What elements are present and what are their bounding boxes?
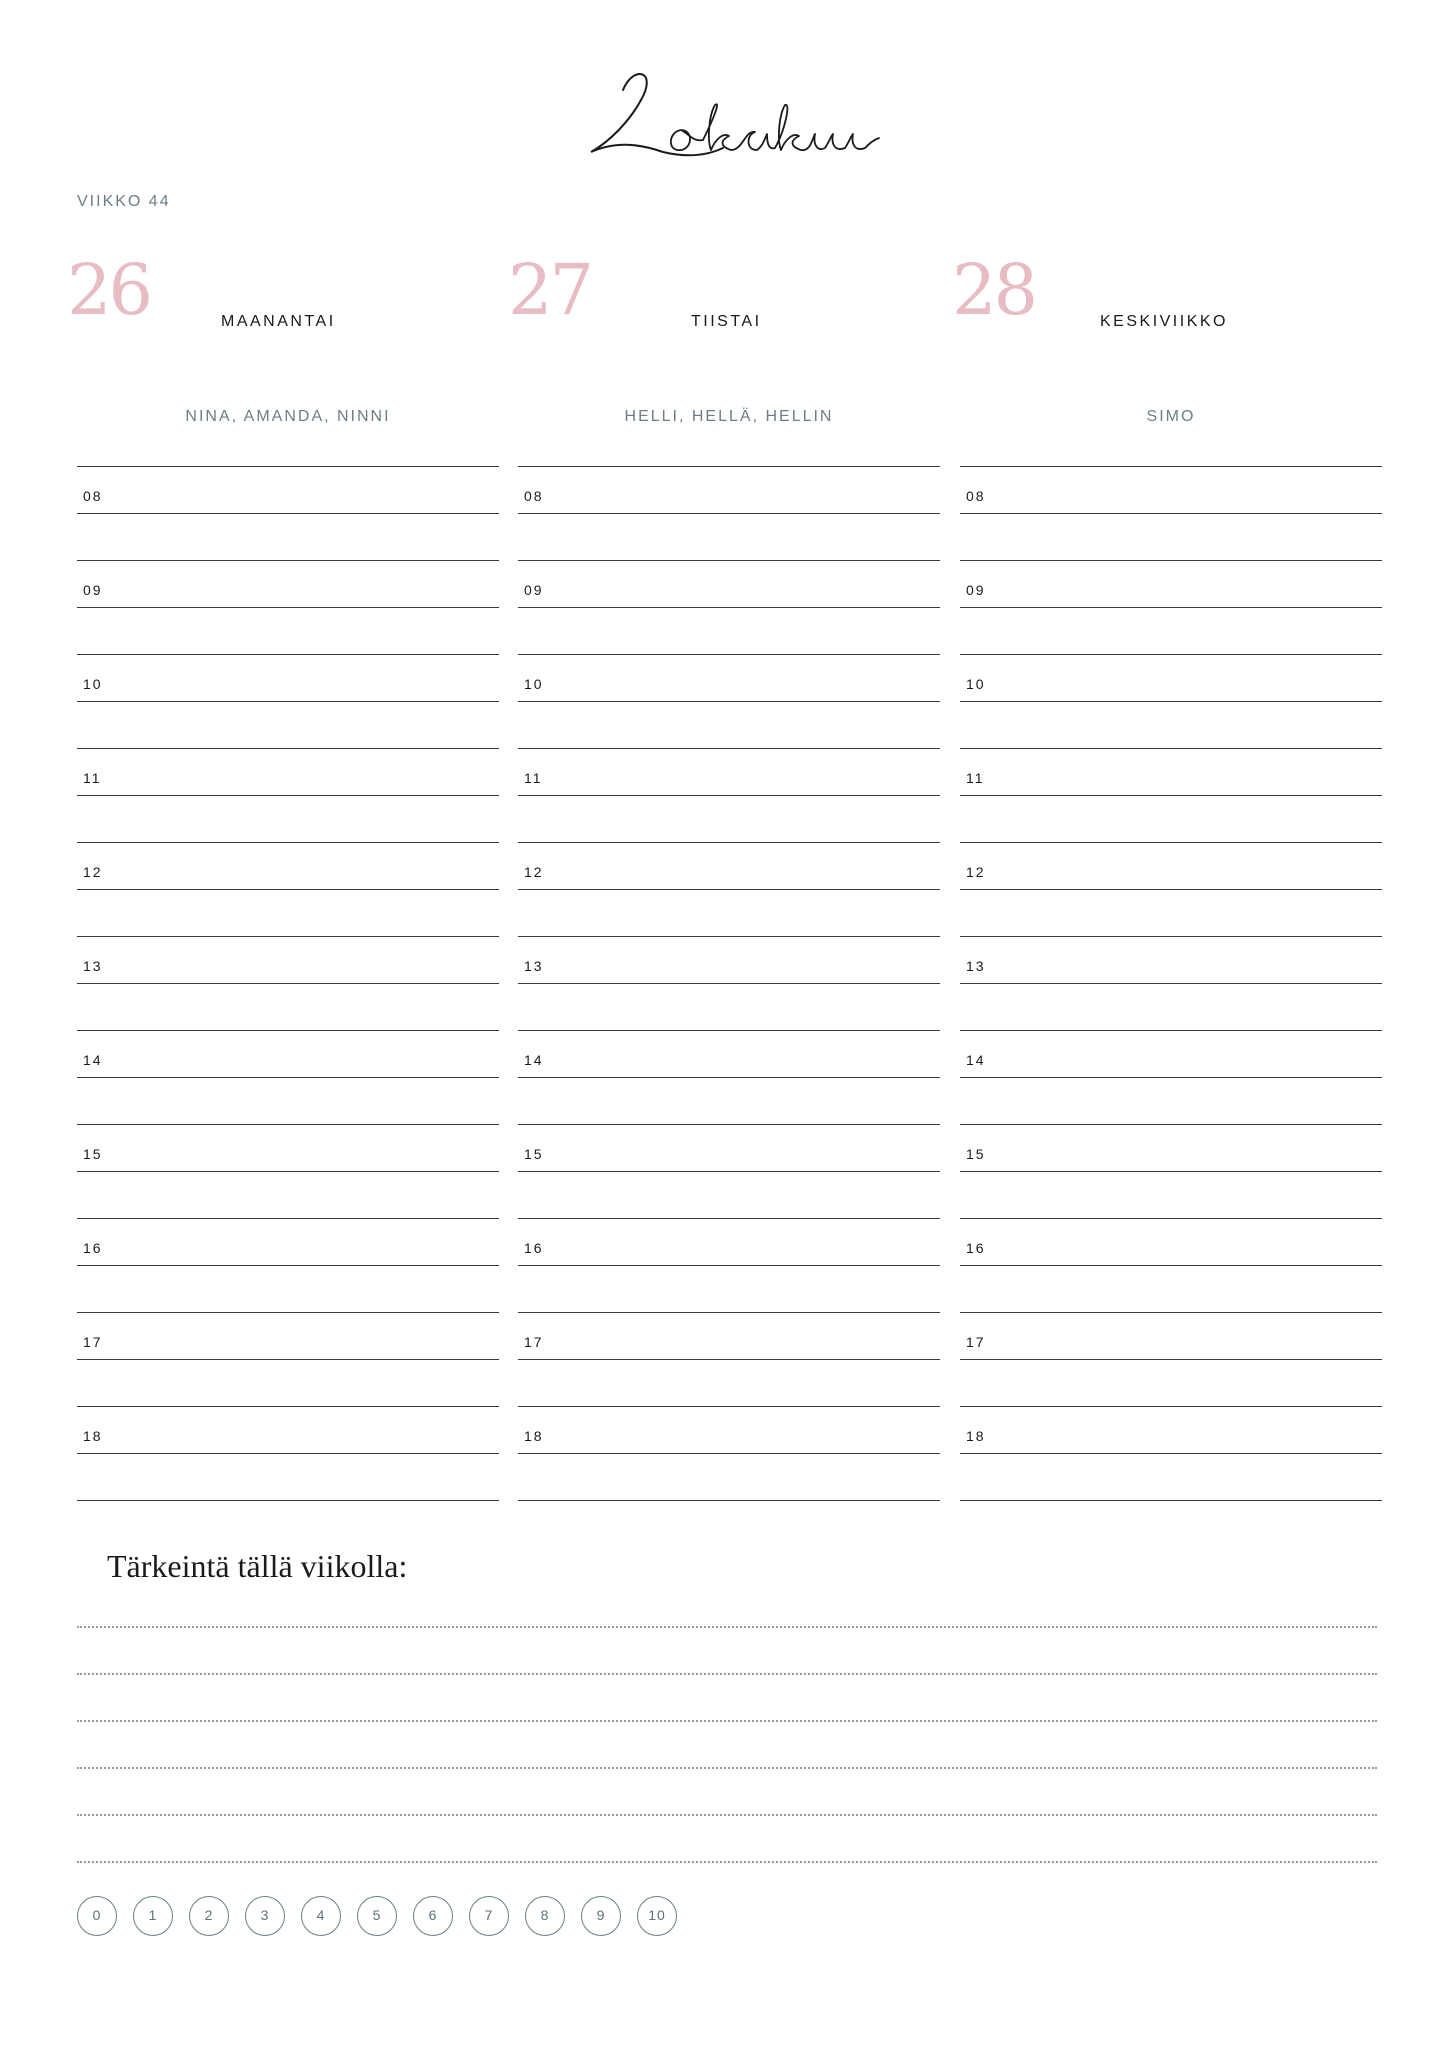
schedule-line[interactable]: [960, 795, 1382, 796]
name-days: SIMO: [1146, 408, 1196, 425]
hour-label: 18: [966, 1428, 986, 1444]
schedule-line[interactable]: [518, 1359, 940, 1360]
hour-label: 14: [966, 1052, 986, 1068]
schedule-line[interactable]: [960, 1124, 1382, 1125]
hour-label: 15: [524, 1146, 544, 1162]
schedule-line[interactable]: [77, 560, 499, 561]
rating-circle[interactable]: 9: [581, 1896, 621, 1936]
day-column-wednesday: [952, 0, 1382, 1500]
day-number: 27: [508, 249, 592, 331]
schedule-line[interactable]: [518, 1124, 940, 1125]
hour-label: 15: [83, 1146, 103, 1162]
schedule-line[interactable]: [77, 983, 499, 984]
schedule-line[interactable]: [518, 1406, 940, 1407]
hour-label: 11: [83, 770, 102, 786]
schedule-line[interactable]: [77, 1124, 499, 1125]
schedule-line[interactable]: [77, 607, 499, 608]
schedule-line[interactable]: [77, 889, 499, 890]
schedule-line[interactable]: [518, 1171, 940, 1172]
schedule-line[interactable]: [77, 1077, 499, 1078]
schedule-line[interactable]: [77, 748, 499, 749]
schedule-line[interactable]: [960, 983, 1382, 984]
schedule-line[interactable]: [77, 466, 499, 467]
schedule-line[interactable]: [960, 1359, 1382, 1360]
schedule-line[interactable]: [77, 936, 499, 937]
week-label: VIIKKO 44: [77, 193, 171, 210]
rating-circle[interactable]: 4: [301, 1896, 341, 1936]
schedule-line[interactable]: [518, 654, 940, 655]
hour-label: 10: [966, 676, 986, 692]
schedule-line[interactable]: [77, 1500, 499, 1501]
schedule-line[interactable]: [518, 701, 940, 702]
rating-circle[interactable]: 2: [189, 1896, 229, 1936]
rating-circle[interactable]: 6: [413, 1896, 453, 1936]
schedule-line[interactable]: [518, 748, 940, 749]
hour-label: 16: [83, 1240, 103, 1256]
schedule-line[interactable]: [77, 795, 499, 796]
schedule-line[interactable]: [518, 1500, 940, 1501]
schedule-line[interactable]: [960, 936, 1382, 937]
schedule-line[interactable]: [960, 889, 1382, 890]
hour-label: 17: [966, 1334, 986, 1350]
schedule-line[interactable]: [518, 560, 940, 561]
hour-label: 13: [83, 958, 103, 974]
schedule-line[interactable]: [77, 1359, 499, 1360]
schedule-line[interactable]: [77, 842, 499, 843]
name-days: NINA, AMANDA, NINNI: [185, 408, 391, 425]
hour-label: 14: [524, 1052, 544, 1068]
hour-label: 09: [83, 582, 103, 598]
hour-label: 16: [524, 1240, 544, 1256]
schedule-line[interactable]: [77, 1030, 499, 1031]
schedule-line[interactable]: [77, 1453, 499, 1454]
hour-label: 18: [83, 1428, 103, 1444]
rating-circle[interactable]: 7: [469, 1896, 509, 1936]
hour-label: 09: [966, 582, 986, 598]
day-name: MAANANTAI: [221, 313, 336, 330]
hour-label: 08: [966, 488, 986, 504]
day-number: 26: [67, 249, 151, 331]
rating-circle[interactable]: 8: [525, 1896, 565, 1936]
schedule-line[interactable]: [77, 1265, 499, 1266]
schedule-line[interactable]: [77, 1406, 499, 1407]
priority-line[interactable]: [77, 1767, 1377, 1769]
hour-label: 17: [83, 1334, 103, 1350]
schedule-line[interactable]: [518, 1077, 940, 1078]
day-column-monday: [67, 0, 499, 1500]
priority-line[interactable]: [77, 1673, 1377, 1675]
schedule-line[interactable]: [518, 1265, 940, 1266]
schedule-line[interactable]: [518, 795, 940, 796]
day-column-tuesday: [508, 0, 940, 1500]
schedule-line[interactable]: [960, 1312, 1382, 1313]
hour-label: 13: [524, 958, 544, 974]
schedule-line[interactable]: [960, 607, 1382, 608]
priority-line[interactable]: [77, 1814, 1377, 1816]
schedule-line[interactable]: [518, 1453, 940, 1454]
schedule-line[interactable]: [960, 1171, 1382, 1172]
hour-label: 12: [83, 864, 103, 880]
schedule-line[interactable]: [960, 560, 1382, 561]
day-name: TIISTAI: [691, 313, 762, 330]
rating-circle[interactable]: 3: [245, 1896, 285, 1936]
schedule-line[interactable]: [518, 513, 940, 514]
hour-label: 13: [966, 958, 986, 974]
schedule-line[interactable]: [518, 842, 940, 843]
schedule-line[interactable]: [960, 654, 1382, 655]
priority-line[interactable]: [77, 1626, 1377, 1628]
rating-circle[interactable]: 10: [637, 1896, 677, 1936]
schedule-line[interactable]: [960, 1265, 1382, 1266]
schedule-line[interactable]: [960, 1500, 1382, 1501]
schedule-line[interactable]: [77, 701, 499, 702]
hour-label: 15: [966, 1146, 986, 1162]
schedule-line[interactable]: [77, 1312, 499, 1313]
rating-circle[interactable]: 5: [357, 1896, 397, 1936]
schedule-line[interactable]: [960, 701, 1382, 702]
day-number: 28: [952, 249, 1036, 331]
schedule-line[interactable]: [960, 1218, 1382, 1219]
schedule-line[interactable]: [518, 983, 940, 984]
hour-label: 18: [524, 1428, 544, 1444]
hour-label: 10: [524, 676, 544, 692]
hour-label: 12: [966, 864, 986, 880]
schedule-line[interactable]: [960, 1453, 1382, 1454]
schedule-line[interactable]: [518, 607, 940, 608]
schedule-line[interactable]: [960, 513, 1382, 514]
hour-label: 12: [524, 864, 544, 880]
hour-label: 14: [83, 1052, 103, 1068]
priority-line[interactable]: [77, 1861, 1377, 1863]
schedule-line[interactable]: [518, 1218, 940, 1219]
rating-circle[interactable]: 1: [133, 1896, 173, 1936]
schedule-line[interactable]: [77, 513, 499, 514]
schedule-line[interactable]: [77, 1218, 499, 1219]
schedule-line[interactable]: [77, 1171, 499, 1172]
hour-label: 11: [524, 770, 543, 786]
rating-circle[interactable]: 0: [77, 1896, 117, 1936]
name-days: HELLI, HELLÄ, HELLIN: [624, 408, 834, 425]
schedule-line[interactable]: [960, 842, 1382, 843]
hour-label: 16: [966, 1240, 986, 1256]
hour-label: 09: [524, 582, 544, 598]
priority-line[interactable]: [77, 1720, 1377, 1722]
schedule-line[interactable]: [960, 1406, 1382, 1407]
hour-label: 10: [83, 676, 103, 692]
schedule-line[interactable]: [960, 748, 1382, 749]
schedule-line[interactable]: [518, 889, 940, 890]
schedule-line[interactable]: [960, 1030, 1382, 1031]
schedule-line[interactable]: [518, 936, 940, 937]
schedule-line[interactable]: [518, 1030, 940, 1031]
hour-label: 17: [524, 1334, 544, 1350]
schedule-line[interactable]: [77, 654, 499, 655]
day-name: KESKIVIIKKO: [1100, 313, 1228, 330]
schedule-line[interactable]: [518, 1312, 940, 1313]
hour-label: 08: [83, 488, 103, 504]
hour-label: 08: [524, 488, 544, 504]
priorities-title: Tärkeintä tällä viikolla:: [107, 1548, 408, 1584]
hour-label: 11: [966, 770, 985, 786]
schedule-line[interactable]: [960, 466, 1382, 467]
schedule-line[interactable]: [960, 1077, 1382, 1078]
schedule-line[interactable]: [518, 466, 940, 467]
